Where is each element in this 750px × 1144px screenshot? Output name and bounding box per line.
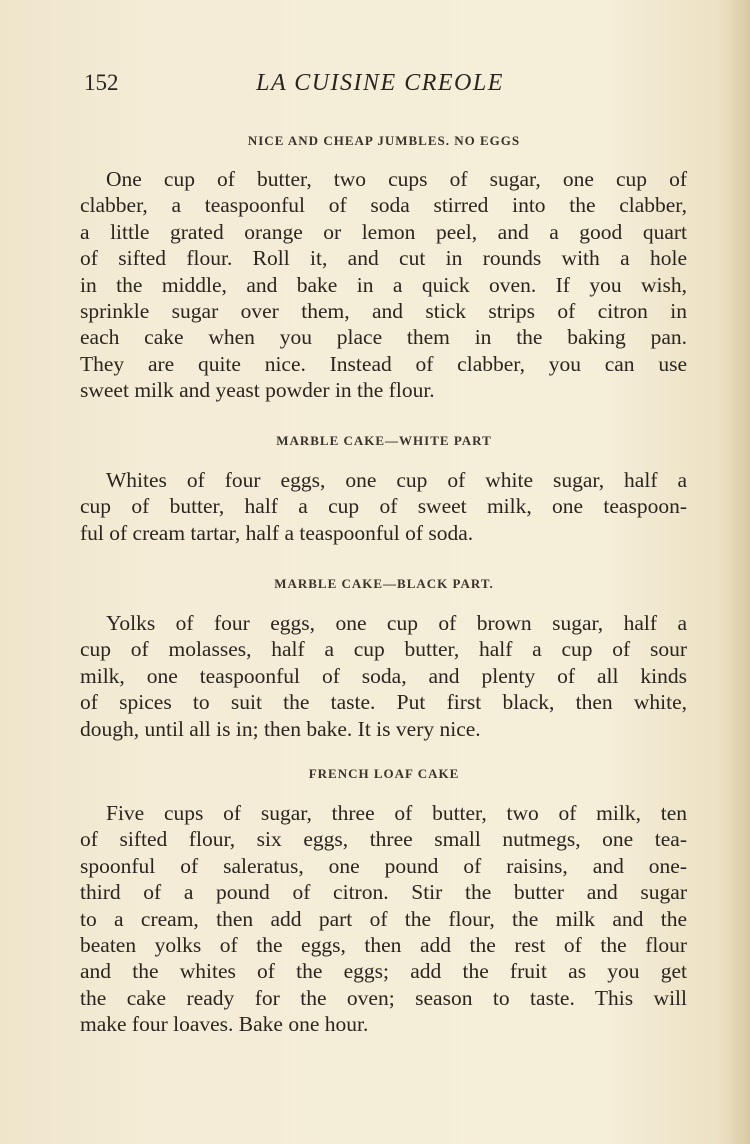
text-line: in the middle, and bake in a quick oven. If you wish, — [80, 272, 687, 297]
text-line: make four loaves. Bake one hour. — [80, 1012, 369, 1037]
text-line: One cup of butter, two cups of sugar, one cup of — [106, 167, 687, 191]
text-line: of sifted flour, six eggs, three small nutmegs, one tea- — [80, 827, 687, 852]
recipe-title-marble-white: MARBLE CAKE—WHITE PART — [276, 433, 492, 448]
text-line: spoonful of saleratus, one pound of raisins, and one- — [80, 853, 687, 878]
text-line: third of a pound of citron. Stir the butter and sugar — [80, 880, 687, 905]
text-line: sprinkle sugar over them, and stick strips of citron in — [80, 298, 687, 323]
recipe-body-marble-white — [80, 467, 687, 546]
text-line: beaten yolks of the eggs, then add the rest of the flour — [80, 932, 687, 957]
text-line: of sifted flour. Roll it, and cut in rounds with a hole — [80, 246, 687, 271]
text-line: and the whites of the eggs; add the fruit as you get — [80, 959, 687, 984]
text-line: Five cups of sugar, three of butter, two of milk, ten — [106, 801, 687, 825]
text-line: to a cream, then add part of the flour, the milk and the — [80, 906, 687, 931]
text-line: Whites of four eggs, one cup of white sugar, half a — [106, 468, 687, 492]
text-line: dough, until all is in; then bake. It is very nice. — [80, 716, 481, 741]
text-line: the cake ready for the oven; season to taste. This will — [80, 985, 687, 1010]
text-line: each cake when you place them in the baking pan. — [80, 325, 687, 350]
running-head: LA CUISINE CREOLE — [256, 70, 504, 96]
text-line: They are quite nice. Instead of clabber, you can use — [80, 351, 687, 376]
text-line: cup of butter, half a cup of sweet milk, one teaspoon- — [80, 494, 687, 519]
text-line: a little grated orange or lemon peel, and a good quart — [80, 219, 687, 244]
text-line: ful of cream tartar, half a teaspoonful of soda. — [80, 520, 474, 545]
text-line: Yolks of four eggs, one cup of brown sugar, half a — [106, 611, 687, 635]
recipe-body-marble-black — [80, 610, 687, 742]
text-line: cup of molasses, half a cup butter, half a cup of sour — [80, 637, 687, 662]
recipe-body-jumbles — [80, 166, 687, 404]
text-line: clabber, a teaspoonful of soda stirred into the clabber, — [80, 193, 687, 218]
recipe-body-french-loaf — [80, 800, 687, 1038]
recipe-title-jumbles: NICE AND CHEAP JUMBLES. NO EGGS — [247, 133, 521, 148]
text-line: of spices to suit the taste. Put first black, then white, — [80, 690, 687, 715]
recipe-title-marble-black: MARBLE CAKE—BLACK PART. — [274, 576, 494, 591]
page-number: 152 — [84, 70, 119, 95]
recipe-title-french-loaf: FRENCH LOAF CAKE — [308, 766, 460, 781]
text-line: sweet milk and yeast powder in the flour. — [80, 378, 435, 403]
text-line: milk, one teaspoonful of soda, and plenty of all kinds — [80, 663, 687, 688]
